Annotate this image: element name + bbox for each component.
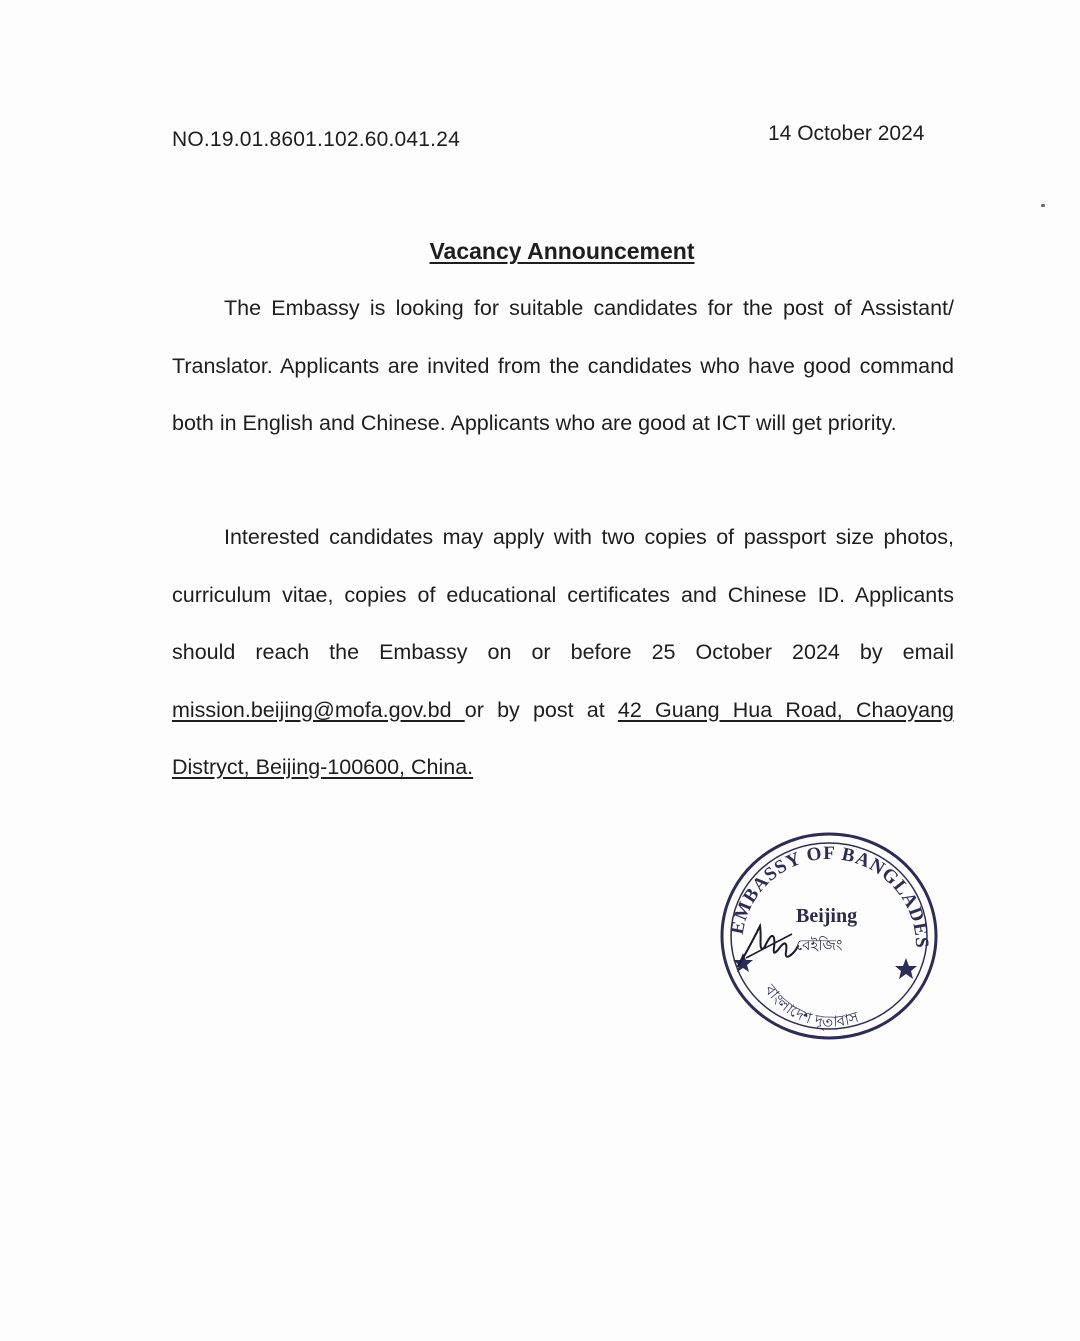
- scan-speck: [1041, 204, 1045, 207]
- seal-bottom-text: বাংলাদেশ দূতাবাস: [761, 981, 861, 1031]
- document-title: Vacancy Announcement: [429, 238, 695, 264]
- seal-city-en: Beijing: [796, 905, 858, 927]
- paragraph-2-text: Interested candidates may apply with two copies of passport size photos, curriculum vitae, copies of educational certificates and Chinese ID. Applicants should reach the Embassy on or before 25 October 2024 by email: [172, 525, 954, 664]
- paragraph-1: [172, 280, 954, 453]
- paragraph-2-connector: or by post at: [464, 697, 618, 722]
- reference-number: NO.19.01.8601.102.60.041.24: [172, 128, 460, 151]
- seal-outer-text: EMBASSY OF BANGLADES: [726, 842, 933, 950]
- email-link[interactable]: mission.beijing@mofa.gov.bd: [172, 697, 465, 722]
- paragraph-2: [172, 509, 954, 797]
- document-date: 14 October 2024: [768, 122, 925, 145]
- postal-address: 42 Guang Hua Road, Chaoyang Distryct, Beijing-100600, China.: [172, 697, 954, 779]
- seal-right-star: [895, 958, 917, 979]
- embassy-seal: [716, 826, 942, 1044]
- paragraph-1-text: The Embassy is looking for suitable candidates for the post of Assistant/ Translator. Applicants are invited from the candidates who have good command both in English and Chinese. Applicants who are good at ICT will get priority.: [172, 296, 954, 435]
- seal-city-bn: বেইজিং: [796, 936, 843, 954]
